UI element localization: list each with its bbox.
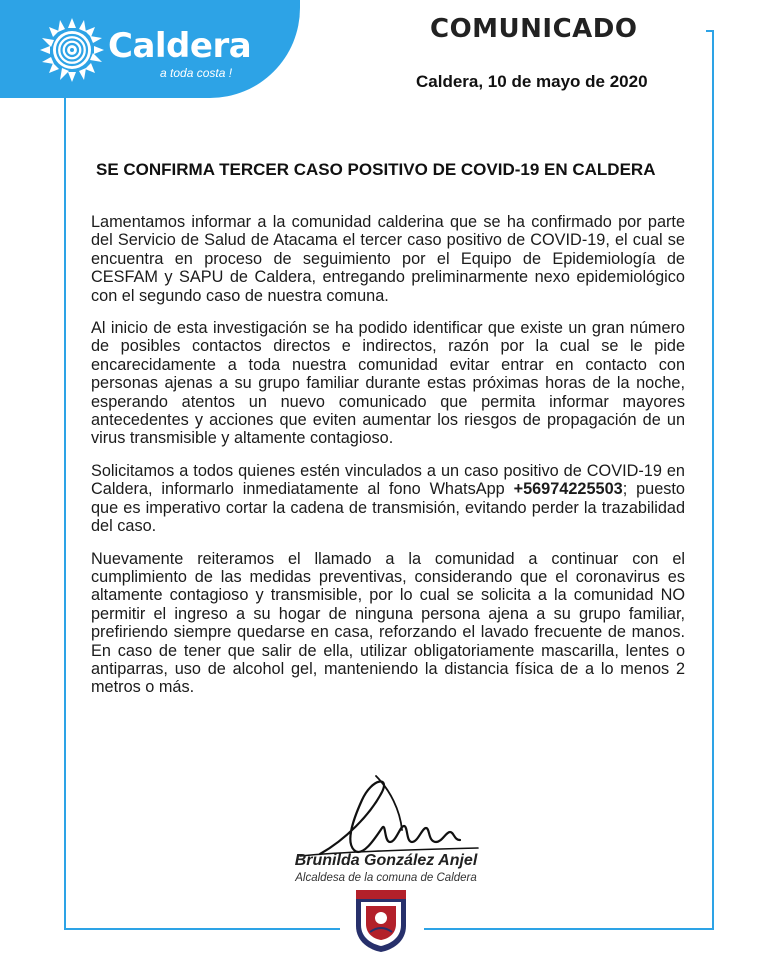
whatsapp-paragraph [91, 462, 685, 536]
whatsapp-text-before: Solicitamos a todos quienes estén vinculados a un caso positivo de COVID-19 en Caldera, informarlo inmediatamente al fono WhatsApp [91, 461, 685, 499]
frame-bottom-left [64, 928, 340, 930]
paragraph: Al inicio de esta investigación se ha podido identificar que existe un gran número de posibles contactos directos e indirectos, razón por la cual se le pide encarecidamente a toda nuestra comunidad evitar entrar en contacto con personas ajenas a su grupo familiar durante estas próximas horas de la noche, esperando atentos un nuevo comunicado que permita informar mayores antecedentes y acciones que eviten aumentar los riesgos de propagación de un virus transmisible y altamente contagioso. [91, 319, 685, 448]
logo-name: Caldera [108, 26, 252, 66]
document-title: COMUNICADO [430, 14, 638, 44]
whatsapp-text-after: ; puesto que es imperativo cortar la cadena de transmisión, evitando perder la trazabilidad del caso. [91, 480, 685, 536]
handwritten-signature [290, 770, 490, 865]
headline: SE CONFIRMA TERCER CASO POSITIVO DE COVID-19 EN CALDERA [96, 160, 656, 179]
signer-title: Alcaldesa de la comuna de Caldera [295, 872, 477, 884]
whatsapp-phone: +56974225503 [513, 480, 623, 499]
logo-tagline: a toda costa ! [160, 66, 233, 80]
signer-name: Brunilda González Anjel [294, 852, 478, 869]
municipal-seal-icon [352, 888, 410, 954]
frame-left [64, 96, 66, 930]
paragraph: Lamentamos informar a la comunidad calderina que se ha confirmado por parte del Servicio de Salud de Atacama el tercer caso positivo de COVID-19, el cual se encuentra en proceso de seguimiento por el Equipo de Epidemiología de CESFAM y SAPU de Caldera, entregando preliminarmente nexo epidemiológico con el segundo caso de nuestra comuna. [91, 213, 685, 305]
sun-logo-icon [36, 14, 108, 86]
paragraph: Nuevamente reiteramos el llamado a la comunidad a continuar con el cumplimiento de las medidas preventivas, considerando que el coronavirus es altamente contagioso y transmisible, por lo cual se solicita a la comunidad NO permitir el ingreso a su hogar de ninguna persona ajena a su grupo familiar, prefiriendo siempre quedarse en casa, reforzando el lavado frecuente de manos. En caso de tener que salir de ella, utilizar obligatoriamente mascarilla, lentes o antiparras, uso de alcohol gel, manteniendo la distancia física de a lo menos 2 metros o más. [91, 549, 685, 697]
frame-bottom-right [424, 928, 714, 930]
document-body [91, 213, 685, 711]
frame-right [712, 30, 714, 930]
document-date: Caldera, 10 de mayo de 2020 [416, 72, 648, 91]
